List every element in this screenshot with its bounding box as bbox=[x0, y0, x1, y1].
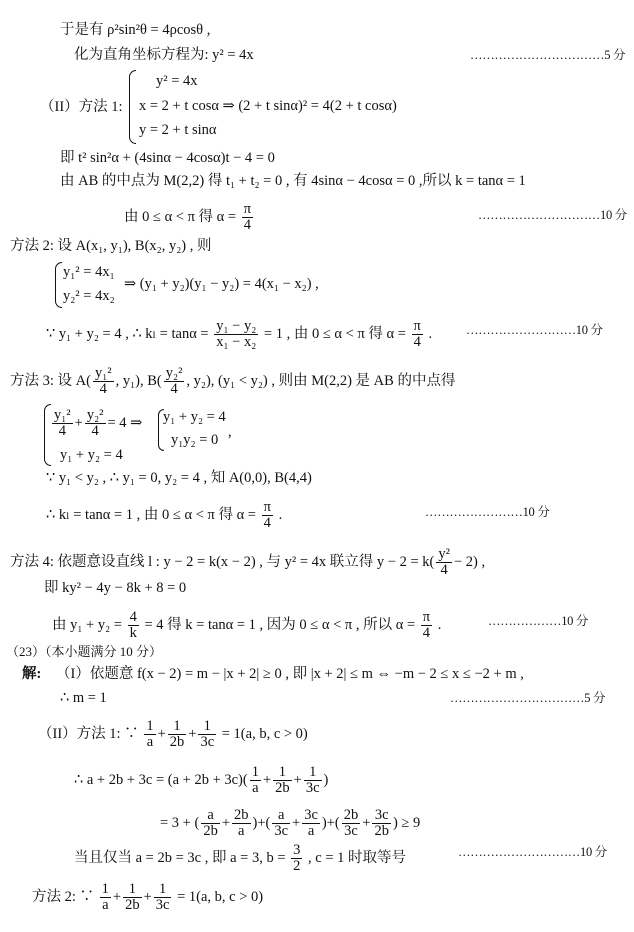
line-alpha-result bbox=[124, 202, 255, 233]
system-result: ⇒ (y₁ + y₂)(y₁ − y₂) = 4(x₁ − x₂) , bbox=[124, 276, 319, 292]
score-10: …………………………10 分 bbox=[478, 208, 627, 222]
line-points: ∵ y₁ < y₂ , ∴ y₁ = 0, y₂ = 4 , 知 A(0,0), B(4,4) bbox=[46, 470, 312, 486]
system-row-2: y₂² = 4x₂ bbox=[63, 288, 115, 304]
system-row-2: y₁ + y₂ = 4 bbox=[60, 447, 123, 463]
fraction-pi-over-4: $\frac{\pi}{4}$ bbox=[422, 609, 431, 641]
system-row-1: y² = 4x bbox=[156, 73, 198, 89]
fraction-y1sq-over-4: $\frac{\text{y₁²}}{4}$ bbox=[94, 365, 112, 397]
score-5: ……………………………5 分 bbox=[450, 691, 606, 705]
score-5: ……………………………5 分 bbox=[470, 48, 626, 62]
q23-title: （23）（本小题满分 10 分） bbox=[6, 644, 163, 659]
q23-part1: （I）依题意 f(x − 2) = m − |x + 2| ≥ 0 , 即 |x + 2| ≤ m ⇔ −m − 2 ≤ x ≤ −2 + m , bbox=[56, 666, 524, 682]
q23-expand: ∴ a + 2b + 3c = (a + 2b + 3c)( $\frac{1}{a}$ + $\frac{1}{2b}$ + $\frac{1}{3c}$ ) bbox=[74, 764, 329, 796]
system-brace bbox=[55, 262, 62, 308]
system-row-1: $\frac{\text{y₁²}}{4}$ + $\frac{\text{y₂²}}{4}$ = 4 ⇒ bbox=[54, 407, 143, 439]
line-polar-eq: 于是有 ρ²sin²θ = 4ρcosθ , bbox=[60, 22, 211, 38]
q23-equality: 当且仅当 a = 2b = 3c , 即 a = 3, b = $\frac{3}{2}$ , c = 1 时取等号 bbox=[74, 842, 407, 874]
result-row-2: y₁y₂ = 0 bbox=[171, 432, 219, 448]
method3-heading: 方法 3: 设 A( $\frac{\text{y₁²}}{4}$ , y₁), B( $\frac{\text{y₂²}}{4}$ , y₂), (y₁ < y₂) , 则由 M(2,2) 是 AB 的中点得 bbox=[10, 365, 456, 397]
line-alpha-result: ∴ kₗ = tanα = 1 , 由 0 ≤ α < π 得 α = $\frac{\pi}{4}$ . bbox=[46, 499, 283, 531]
solution-label: 解: bbox=[22, 666, 42, 682]
fraction-pi-over-4: $\frac{\pi}{4}$ bbox=[263, 499, 271, 531]
system-row-2: x = 2 + t cosα ⇒ (2 + t sinα)² = 4(2 + t cosα) bbox=[139, 98, 397, 114]
score-10: …………………………10 分 bbox=[458, 845, 607, 859]
score-10: ……………………10 分 bbox=[425, 505, 550, 519]
fraction-pi-over-4: $\frac{\pi}{4}$ bbox=[243, 201, 252, 233]
system-row-1: y₁² = 4x₁ bbox=[63, 264, 115, 280]
method4-heading: 方法 4: 依题意设直线 l : y − 2 = k(x − 2) , 与 y² = 4x 联立得 y − 2 = k( $\frac{\text{y²}}{4}$ − 2) , bbox=[10, 546, 486, 578]
method2-heading: 方法 2: 设 A(x₁, y₁), B(x₂, y₂) , 则 bbox=[10, 238, 212, 254]
result-row-1: y₁ + y₂ = 4 bbox=[163, 409, 226, 425]
score-10: ………………10 分 bbox=[488, 614, 589, 628]
fraction-slope: $\frac{\text{y₁ − y₂}}{\text{x₁ − x₂}}$ bbox=[216, 318, 257, 350]
line-alpha-result: 由 y₁ + y₂ = $\frac{4}{k}$ = 4 得 k = tanα = 1 , 因为 0 ≤ α < π , 所以 α = $\frac{\pi}{4}$ . bbox=[52, 609, 442, 641]
line-cartesian-eq: 化为直角坐标方程为: y² = 4x bbox=[74, 47, 254, 63]
fraction-pi-over-4: $\frac{\pi}{4}$ bbox=[413, 318, 421, 350]
result-comma: , bbox=[228, 424, 232, 440]
system-brace bbox=[129, 70, 136, 144]
text-range: 由 0 ≤ α < π 得 α = bbox=[124, 208, 237, 225]
line-midpoint: 由 AB 的中点为 M(2,2) 得 t₁ + t₂ = 0 , 有 4sinα − 4cosα = 0 ,所以 k = tanα = 1 bbox=[60, 173, 526, 189]
fraction-4-over-k: $\frac{4}{k}$ bbox=[129, 609, 137, 641]
line-slope: ∵ y₁ + y₂ = 4 , ∴ kₗ = tanα = $\frac{\text{y₁ − y₂}}{\text{x₁ − x₂}}$ = 1 , 由 0 ≤ α < π 得 α = $\frac{\pi}{4}$ . bbox=[46, 318, 433, 350]
q23-inequality: = 3 + ( $\frac{a}{2b}$ + $\frac{2b}{a}$ )+( $\frac{a}{3c}$ + $\frac{3c}{a}$ )+( $\frac{2b}{3c}$ + $\frac{3c}{2b}$ ) ≥ 9 bbox=[160, 807, 421, 839]
system-row-3: y = 2 + t sinα bbox=[139, 122, 217, 138]
method1-label: （II）方法 1: bbox=[40, 99, 123, 115]
q23-method2: 方法 2: ∵ $\frac{1}{a}$ + $\frac{1}{2b}$ + $\frac{1}{3c}$ = 1(a, b, c > 0) bbox=[32, 881, 264, 913]
fraction-3-over-2: $\frac{3}{2}$ bbox=[293, 842, 301, 874]
score-10: ………………………10 分 bbox=[466, 323, 603, 337]
line-quadratic-t: 即 t² sin²α + (4sinα − 4cosα)t − 4 = 0 bbox=[60, 150, 275, 166]
fraction-y2sq-over-4: $\frac{\text{y₂²}}{4}$ bbox=[165, 365, 183, 397]
q23-m-value: ∴ m = 1 bbox=[60, 690, 107, 706]
line-quadratic-y: 即 ky² − 4y − 8k + 8 = 0 bbox=[44, 580, 187, 596]
fraction-ysq-over-4: $\frac{\text{y²}}{4}$ bbox=[438, 546, 450, 578]
q23-method1: （II）方法 1: ∵ $\frac{1}{a}$ + $\frac{1}{2b}$ + $\frac{1}{3c}$ = 1(a, b, c > 0) bbox=[38, 718, 308, 750]
